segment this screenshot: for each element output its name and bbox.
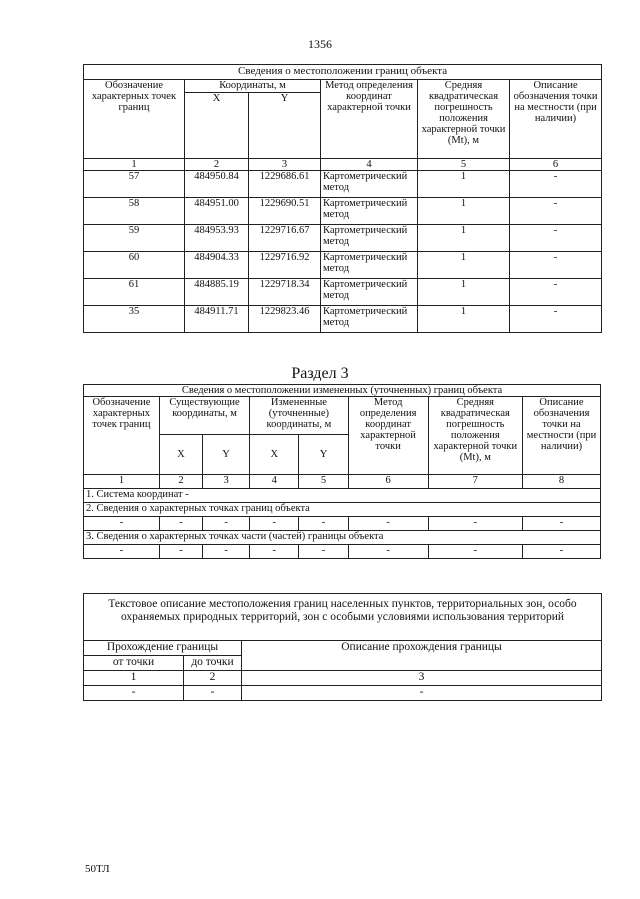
- col-num: 3: [242, 671, 602, 686]
- coord-x: 484951.00: [185, 198, 249, 225]
- table-row: [84, 252, 602, 279]
- header-designation: Обозначение характерных точек границ: [84, 80, 185, 159]
- table2-caption: Сведения о местоположении измененных (уточненных) границ объекта: [84, 385, 601, 397]
- description: -: [510, 279, 602, 306]
- error: 1: [418, 225, 510, 252]
- description: -: [510, 252, 602, 279]
- page-number: 1356: [308, 37, 332, 51]
- header-passage-description: Описание прохождения границы: [242, 641, 602, 671]
- boundary-points-row: 2. Сведения о характерных точках границ объекта: [84, 503, 601, 517]
- dash-cell: -: [522, 517, 600, 531]
- point-id: 58: [84, 198, 185, 225]
- coord-y: 1229690.51: [249, 198, 321, 225]
- col-num: 2: [185, 159, 249, 171]
- col-num: 5: [299, 475, 348, 489]
- text-description-table: [83, 593, 602, 701]
- method: Картометрический метод: [321, 198, 418, 225]
- col-num: 5: [418, 159, 510, 171]
- header-y: Y: [249, 93, 321, 159]
- method: Картометрический метод: [321, 225, 418, 252]
- dash-cell: -: [522, 545, 600, 559]
- col-num: 4: [321, 159, 418, 171]
- dash-cell: -: [250, 517, 299, 531]
- table-row: [84, 517, 601, 531]
- method: Картометрический метод: [321, 306, 418, 333]
- header-error: Средняя квадратическая погрешность положения характерной точки (Mt), м: [418, 80, 510, 159]
- coord-y: 1229686.61: [249, 171, 321, 198]
- description: -: [510, 225, 602, 252]
- part-boundary-points-row: 3. Сведения о характерных точках части (частей) границы объекта: [84, 531, 601, 545]
- dash-cell: -: [184, 686, 242, 701]
- changed-boundary-table: [83, 384, 601, 559]
- header-y: Y: [202, 434, 249, 474]
- dash-cell: -: [159, 545, 202, 559]
- dash-cell: -: [299, 517, 348, 531]
- error: 1: [418, 252, 510, 279]
- description: -: [510, 198, 602, 225]
- col-num: 6: [348, 475, 428, 489]
- footer-mark: 50ТЛ: [85, 863, 110, 875]
- header-changed-coords: Измененные (уточненные) координаты, м: [250, 397, 348, 435]
- dash-cell: -: [159, 517, 202, 531]
- coordinate-system-row: 1. Система координат -: [84, 489, 601, 503]
- header-y: Y: [299, 434, 348, 474]
- point-id: 61: [84, 279, 185, 306]
- table-row: [84, 545, 601, 559]
- dash-cell: -: [242, 686, 602, 701]
- header-x: X: [159, 434, 202, 474]
- method: Картометрический метод: [321, 171, 418, 198]
- coord-x: 484911.71: [185, 306, 249, 333]
- error: 1: [418, 279, 510, 306]
- error: 1: [418, 306, 510, 333]
- coord-y: 1229716.67: [249, 225, 321, 252]
- table-row: [84, 279, 602, 306]
- table3-caption: Текстовое описание местоположения границ населенных пунктов, территориальных зон, особо охраняемых природных территорий, зон с особыми условиями использования территорий: [84, 594, 602, 641]
- col-num: 1: [84, 671, 184, 686]
- header-boundary-passage: Прохождение границы: [84, 641, 242, 656]
- col-num: 8: [522, 475, 600, 489]
- header-method: Метод определения координат характерной точки: [321, 80, 418, 159]
- dash-cell: -: [428, 545, 522, 559]
- header-method: Метод определения координат характерной точки: [348, 397, 428, 475]
- error: 1: [418, 198, 510, 225]
- dash-cell: -: [428, 517, 522, 531]
- point-id: 35: [84, 306, 185, 333]
- point-id: 57: [84, 171, 185, 198]
- col-num: 7: [428, 475, 522, 489]
- col-num: 1: [84, 159, 185, 171]
- coord-x: 484953.93: [185, 225, 249, 252]
- method: Картометрический метод: [321, 279, 418, 306]
- dash-cell: -: [202, 545, 249, 559]
- dash-cell: -: [250, 545, 299, 559]
- point-id: 60: [84, 252, 185, 279]
- header-error: Средняя квадратическая погрешность положения характерной точки (Mt), м: [428, 397, 522, 475]
- col-num: 1: [84, 475, 160, 489]
- coord-x: 484950.84: [185, 171, 249, 198]
- header-coordinates: Координаты, м: [185, 80, 321, 93]
- description: -: [510, 306, 602, 333]
- dash-cell: -: [84, 545, 160, 559]
- coord-y: 1229718.34: [249, 279, 321, 306]
- dash-cell: -: [84, 517, 160, 531]
- header-to-point: до точки: [184, 656, 242, 671]
- table-row: [84, 171, 602, 198]
- col-num: 2: [184, 671, 242, 686]
- col-num: 6: [510, 159, 602, 171]
- dash-cell: -: [202, 517, 249, 531]
- col-num: 3: [202, 475, 249, 489]
- table-row: [84, 225, 602, 252]
- header-description: Описание обозначения точки на местности (при наличии): [522, 397, 600, 475]
- dash-cell: -: [84, 686, 184, 701]
- header-from-point: от точки: [84, 656, 184, 671]
- table-row: [84, 686, 602, 701]
- header-x: X: [250, 434, 299, 474]
- coord-y: 1229823.46: [249, 306, 321, 333]
- dash-cell: -: [299, 545, 348, 559]
- description: -: [510, 171, 602, 198]
- method: Картометрический метод: [321, 252, 418, 279]
- header-description: Описание обозначения точки на местности (при наличии): [510, 80, 602, 159]
- table1-caption: Сведения о местоположении границ объекта: [84, 65, 602, 80]
- dash-cell: -: [348, 517, 428, 531]
- section-title: Раздел 3: [291, 365, 349, 382]
- header-x: X: [185, 93, 249, 159]
- table-row: [84, 198, 602, 225]
- boundary-location-table: [83, 64, 602, 333]
- dash-cell: -: [348, 545, 428, 559]
- coord-x: 484885.19: [185, 279, 249, 306]
- header-designation: Обозначение характерных точек границ: [84, 397, 160, 475]
- error: 1: [418, 171, 510, 198]
- col-num: 3: [249, 159, 321, 171]
- coord-x: 484904.33: [185, 252, 249, 279]
- header-existing-coords: Существующие координаты, м: [159, 397, 249, 435]
- col-num: 4: [250, 475, 299, 489]
- coord-y: 1229716.92: [249, 252, 321, 279]
- table-row: [84, 306, 602, 333]
- point-id: 59: [84, 225, 185, 252]
- col-num: 2: [159, 475, 202, 489]
